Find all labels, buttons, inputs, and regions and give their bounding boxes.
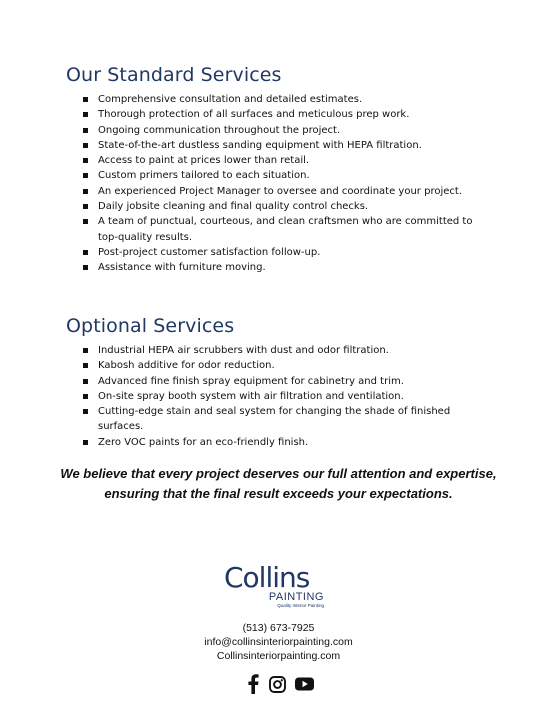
list-item: Daily jobsite cleaning and final quality control checks. (82, 199, 482, 214)
website-link[interactable]: Collinsinteriorpainting.com (216, 650, 341, 662)
tagline-line-2: ensuring that the final result exceeds your expectations. (104, 486, 453, 501)
bullet-icon (83, 173, 88, 178)
youtube-icon[interactable] (295, 677, 314, 691)
email-address[interactable]: info@collinsinteriorpainting.com (204, 636, 353, 648)
list-item: Advanced fine finish spray equipment for cabinetry and trim. (82, 374, 482, 389)
bullet-icon (83, 363, 88, 368)
standard-services-heading: Our Standard Services (66, 64, 282, 86)
list-item: Ongoing communication throughout the project. (82, 123, 482, 138)
bullet-icon (83, 128, 88, 133)
bullet-icon (83, 250, 88, 255)
list-item: Comprehensive consultation and detailed estimates. (82, 92, 482, 107)
logo-name: Collins (224, 561, 310, 594)
logo-tagline: Quality Interior Painting (277, 603, 324, 608)
bullet-icon (83, 219, 88, 224)
list-item: Zero VOC paints for an eco-friendly finish. (82, 435, 482, 450)
bullet-icon (83, 97, 88, 102)
list-item: Thorough protection of all surfaces and meticulous prep work. (82, 107, 482, 122)
list-item: Cutting-edge stain and seal system for changing the shade of finished surfaces. (82, 404, 482, 435)
facebook-icon[interactable] (248, 674, 259, 694)
bullet-icon (83, 112, 88, 117)
list-item: On-site spray booth system with air filtration and ventilation. (82, 389, 482, 404)
list-item: Industrial HEPA air scrubbers with dust and odor filtration. (82, 343, 482, 358)
standard-services-list (82, 92, 482, 276)
contact-info (150, 621, 407, 663)
bullet-icon (83, 158, 88, 163)
bullet-icon (83, 189, 88, 194)
list-item: Access to paint at prices lower than retail. (82, 153, 482, 168)
bullet-icon (83, 409, 88, 414)
instagram-icon[interactable] (269, 676, 286, 693)
list-item: A team of punctual, courteous, and clean craftsmen who are committed to top-quality results. (82, 214, 482, 245)
logo-subtitle: PAINTING (268, 591, 324, 603)
list-item: State-of-the-art dustless sanding equipment with HEPA filtration. (82, 138, 482, 153)
optional-services-heading: Optional Services (66, 315, 235, 337)
bullet-icon (83, 143, 88, 148)
bullet-icon (83, 348, 88, 353)
tagline (40, 464, 517, 504)
bullet-icon (83, 204, 88, 209)
bullet-icon (83, 265, 88, 270)
optional-services-list (82, 343, 482, 450)
list-item: An experienced Project Manager to oversee and coordinate your project. (82, 184, 482, 199)
bullet-icon (83, 440, 88, 445)
list-item: Post-project customer satisfaction follow-up. (82, 245, 482, 260)
list-item: Assistance with furniture moving. (82, 260, 482, 275)
list-item: Custom primers tailored to each situation. (82, 168, 482, 183)
list-item: Kabosh additive for odor reduction. (82, 358, 482, 373)
tagline-line-1: We believe that every project deserves our full attention and expertise, (60, 466, 497, 481)
social-icons (248, 674, 314, 694)
company-logo (222, 561, 334, 609)
phone-number: (513) 673-7925 (242, 622, 315, 634)
bullet-icon (83, 394, 88, 399)
bullet-icon (83, 379, 88, 384)
